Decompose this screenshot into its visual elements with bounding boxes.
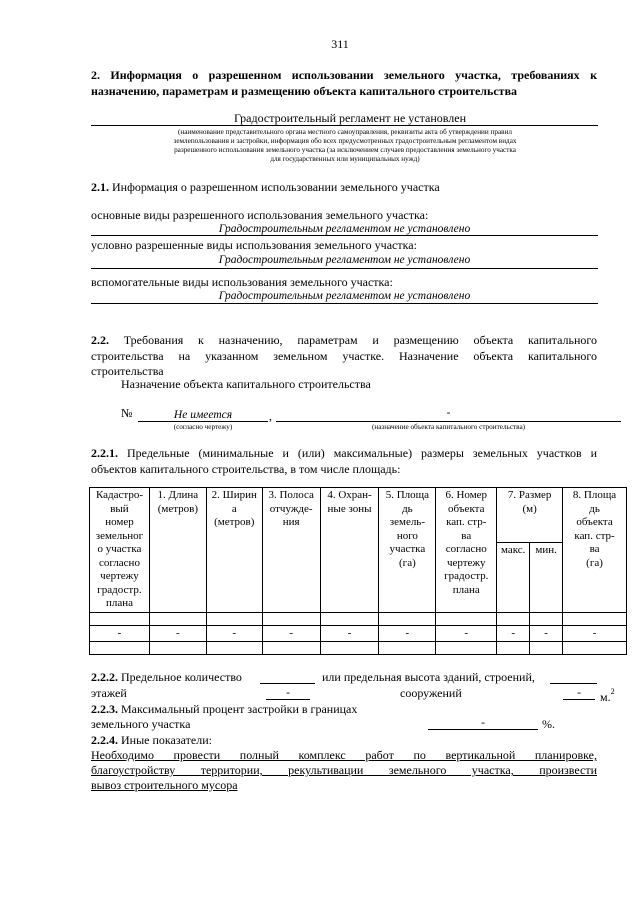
th-line: согласно [445,543,487,555]
s222-extra-underline [550,683,597,684]
s223-text1: Максимальный процент застройки в границах [121,702,358,716]
s222-floors-label: этажей [91,686,127,700]
s222-height-underline [563,699,595,700]
s22-line1-text: Требования к назначению, параметрам и размещению объекта капитального [123,333,598,347]
s22-number-value: Не имеется [173,409,233,421]
s223-value: - [481,717,485,729]
section-heading-line2: назначению, параметрам и размещению объекта капитального строительства [91,84,518,98]
regulation-note-line: (наименование представительного органа местного самоуправления, реквизиты акта об утверждении правил [178,128,512,136]
th-line: земельног [95,529,144,542]
th-object-number [436,488,497,613]
s21-aux-label: вспомогательные виды использования земельного участка: [91,275,393,289]
s22-purpose-label: Назначение объекта капитального строительства [121,377,371,391]
th-line: объекта [448,502,485,515]
s22-purpose-value: - [446,407,451,419]
s222-height-value: - [577,687,581,699]
s223-line1 [91,702,357,717]
s221-line2: объектов капитального строительства, в том числе площадь: [91,462,401,476]
th-line: земель- [389,516,425,528]
parameters-table [89,487,627,655]
table-cell: - [436,625,497,642]
page-number: 311 [331,37,349,51]
th-line: 2. Ширин [211,489,257,501]
s22-purpose-caption: (назначение объекта капитального строительства) [371,423,526,431]
th-protection-zones [320,488,379,613]
th-line: объекта [576,516,613,528]
s21-main-value: Градостроительным регламентом не установлено [218,223,471,235]
th-line: кап. стр- [446,516,487,528]
s22-number-underline [138,421,268,422]
section-heading-line1: 2. Информация о разрешенном использовании земельного участка, требованиях к [91,68,597,82]
regulation-underline [91,125,598,126]
s222-num: 2.2.2. [91,670,118,684]
s22-line1 [91,333,597,348]
regulation-note-line: для государственных или муниципальных нужд) [270,155,420,163]
th-line: (га) [586,556,603,569]
th-line: дь [402,502,413,515]
table-cell: - [379,625,436,642]
s21-conditional-underline [91,268,598,269]
th-line: а [231,502,237,515]
th-line: дь [589,502,600,515]
s222-text1: Предельное количество [121,670,242,684]
table-cell: - [563,625,627,642]
s224-line3-wrap [91,778,597,793]
s21-conditional-value: Градостроительным регламентом не установлено [218,254,471,266]
th-size-min: мин. [530,543,563,612]
s222-text2: или предельная высота зданий, строений, [322,670,535,684]
th-line: номер [105,516,134,528]
th-size-max: макс. [497,543,530,612]
th-line: (метров) [214,516,255,528]
th-line: 7. Размер [507,489,552,501]
s222-unit-text: м. [600,690,611,704]
table-cell: - [90,625,150,642]
regulation-status: Градостроительный регламент не установлен [234,111,466,125]
s223-underline [428,729,538,730]
th-line: ва [461,529,472,542]
th-line: градостр. [444,570,489,582]
th-line: плана [452,583,480,596]
s224-heading [91,733,212,748]
th-line: ния [282,516,300,528]
th-line: 3. Полоса [268,489,314,501]
s222-count-underline [260,683,315,684]
s21-title: Информация о разрешенном использовании земельного участка [112,180,440,194]
s223-unit: %. [542,717,555,731]
th-line: вый [110,502,129,515]
table-row [90,642,627,655]
th-length [149,488,206,613]
s221-line1-text: Предельные (минимальные и (или) максимальные) размеры земельных участков и [126,446,598,460]
s221-num: 2.2.1. [91,446,118,460]
table-cell: - [262,625,320,642]
table-row [90,612,627,625]
s21-num: 2.1. [91,180,109,194]
th-line: кап. стр- [574,529,615,542]
s21-aux-value: Градостроительным регламентом не установлено [218,290,471,302]
s22-purpose-underline [276,421,621,422]
th-line: 6. Номер [445,489,488,501]
s224-title: Иные показатели: [121,733,212,747]
s22-number-caption: (согласно чертежу) [173,423,233,431]
s223-text2: земельного участка [91,717,191,731]
s21-main-underline [91,235,598,236]
s222-unit [600,686,615,705]
regulation-note [100,128,590,164]
s22-line3: строительства [91,364,164,378]
s21-main-label: основные виды разрешенного использования земельного участка: [91,208,429,222]
th-line: ного [396,529,418,542]
table-cell: - [530,625,563,642]
s224-line2: благоустройству территории, рекультивации земельного участка, произвести [91,763,597,777]
table-cell: - [497,625,530,642]
table-cell: - [320,625,379,642]
s22-comma: , [269,409,272,423]
th-line: отчужде- [269,502,313,515]
th-cadastral [90,488,150,613]
s22-number-sign: № [121,406,133,420]
th-line: (метров) [157,502,199,515]
s21-conditional-label: условно разрешенные виды использования земельного участка: [91,238,417,252]
th-line: ные зоны [327,502,372,515]
table-cell: - [206,625,262,642]
th-line: участка [389,543,426,555]
s222-floors-value: - [286,687,290,699]
th-line: (м) [522,502,537,515]
s222-floors-underline [266,699,310,700]
th-plot-area [379,488,436,613]
s224-line1: Необходимо провести полный комплекс работ по вертикальной планировке, [91,748,597,762]
table-cell: - [149,625,206,642]
th-line: 5. Площа [385,489,430,501]
th-line: чертежу [100,570,139,582]
s222-struct-label: сооружений [400,686,462,700]
th-line: чертежу [446,556,486,569]
s222-unit-sup: 2 [610,687,615,696]
th-line: 1. Длина [157,489,199,501]
th-alienation-strip [262,488,320,613]
th-line: ва [589,543,600,555]
s224-line3: вывоз строительного мусора [91,778,238,792]
s223-num: 2.2.3. [91,702,118,716]
s221-line1 [91,446,597,461]
regulation-note-line: разрешенного использования земельного участка (за исключением случаев предоставления земельного участка [174,146,516,154]
table-row [90,625,627,642]
th-line: (га) [399,556,416,569]
th-line: о участка [97,543,142,555]
th-line: градостр. [97,583,142,596]
th-width [206,488,262,613]
th-line: согласно [98,556,140,569]
s21-aux-underline [91,303,598,304]
th-size [497,488,563,543]
th-object-area [563,488,627,613]
th-line: 8. Площа [572,489,617,501]
th-line: Кадастро- [95,489,143,501]
th-line: плана [105,597,133,609]
th-line: 4. Охран- [327,489,372,501]
s22-num: 2.2. [91,333,109,347]
s224-num: 2.2.4. [91,733,118,747]
regulation-note-line: землепользования и застройки, информация обо всех предусмотренных градостроительным регламентом видах [173,137,517,145]
s21-heading [91,180,597,195]
s222-line1-left [91,670,242,685]
s22-line2: строительства на указанном земельном участке. Назначение объекта капитального [91,349,597,363]
